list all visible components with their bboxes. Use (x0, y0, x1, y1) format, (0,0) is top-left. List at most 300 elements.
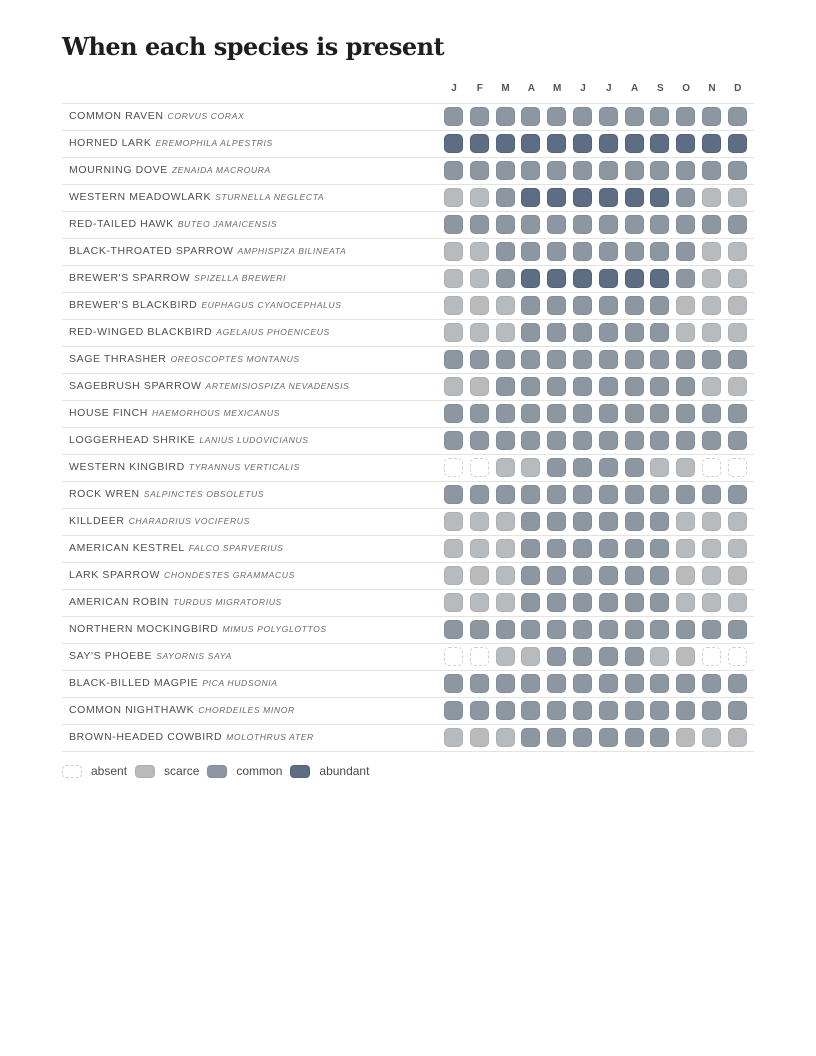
scientific-name: CHONDESTES GRAMMACUS (164, 570, 295, 580)
presence-cell (521, 458, 540, 477)
presence-cell (625, 161, 644, 180)
presence-cell (650, 701, 669, 720)
presence-cell (444, 674, 463, 693)
presence-cell (702, 512, 721, 531)
species-row (62, 482, 754, 509)
common-name: COMMON RAVEN (69, 110, 164, 122)
species-row (62, 185, 754, 212)
presence-cell (547, 242, 566, 261)
presence-cell (573, 458, 592, 477)
scientific-name: HAEMORHOUS MEXICANUS (151, 408, 280, 418)
presence-cell (573, 701, 592, 720)
presence-cell (625, 107, 644, 126)
presence-cell (521, 296, 540, 315)
month-label: O (682, 83, 691, 94)
common-name: COMMON NIGHTHAWK (69, 704, 195, 716)
presence-cell (521, 566, 540, 585)
presence-cell (702, 323, 721, 342)
presence-cell (444, 107, 463, 126)
legend-item (290, 764, 369, 778)
species-label (69, 110, 244, 122)
presence-cell (599, 107, 618, 126)
presence-cell (676, 458, 695, 477)
scientific-name: BUTEO JAMAICENSIS (177, 219, 278, 229)
presence-cell (625, 431, 644, 450)
presence-cell (573, 728, 592, 747)
presence-cell (496, 431, 515, 450)
common-name: BLACK-THROATED SPARROW (69, 245, 234, 257)
presence-chart (62, 80, 754, 752)
presence-cell (521, 350, 540, 369)
presence-cell (676, 674, 695, 693)
presence-cell (702, 620, 721, 639)
presence-cell (521, 593, 540, 612)
presence-cell (521, 512, 540, 531)
presence-cell (470, 593, 489, 612)
presence-cell (470, 188, 489, 207)
presence-cell (676, 701, 695, 720)
presence-cell (625, 377, 644, 396)
presence-cell (625, 485, 644, 504)
presence-cell (625, 458, 644, 477)
presence-cell (496, 701, 515, 720)
presence-cell (521, 188, 540, 207)
legend-label: scarce (164, 764, 200, 778)
presence-cell (496, 485, 515, 504)
species-label (69, 731, 314, 743)
presence-cell (496, 566, 515, 585)
species-row (62, 131, 754, 158)
presence-cell (444, 215, 463, 234)
presence-cell (676, 215, 695, 234)
presence-cell (470, 215, 489, 234)
common-name: SAGE THRASHER (69, 353, 167, 365)
presence-cell (676, 539, 695, 558)
scientific-name: SPIZELLA BREWERI (194, 273, 286, 283)
presence-cell (470, 485, 489, 504)
species-label (69, 164, 271, 176)
presence-cell (676, 647, 695, 666)
presence-cell (573, 674, 592, 693)
presence-cell (599, 701, 618, 720)
presence-cell (496, 323, 515, 342)
common-name: HORNED LARK (69, 137, 152, 149)
presence-cell (470, 296, 489, 315)
presence-cell (599, 134, 618, 153)
presence-cell (599, 728, 618, 747)
presence-cell (444, 566, 463, 585)
presence-cell (702, 566, 721, 585)
presence-cell (599, 242, 618, 261)
species-label (69, 677, 278, 689)
presence-cell (444, 620, 463, 639)
presence-cell (573, 134, 592, 153)
presence-cell (573, 377, 592, 396)
presence-cell (521, 701, 540, 720)
month-label: F (476, 83, 483, 94)
presence-cell (728, 458, 747, 477)
presence-cell (496, 377, 515, 396)
presence-cell (702, 674, 721, 693)
species-label (69, 542, 283, 554)
species-label (69, 137, 273, 149)
presence-cell (470, 701, 489, 720)
presence-cell (728, 647, 747, 666)
presence-cell (599, 593, 618, 612)
presence-cell (676, 404, 695, 423)
presence-cell (676, 377, 695, 396)
month-label: A (630, 83, 639, 94)
presence-cell (470, 512, 489, 531)
presence-cell (470, 674, 489, 693)
presence-cell (496, 296, 515, 315)
presence-cell (728, 323, 747, 342)
legend-label: absent (91, 764, 128, 778)
presence-cell (470, 242, 489, 261)
presence-cell (573, 188, 592, 207)
month-label: M (553, 83, 562, 94)
presence-cell (650, 485, 669, 504)
presence-cell (547, 593, 566, 612)
month-label: S (657, 83, 664, 94)
scientific-name: CHARADRIUS VOCIFERUS (128, 516, 250, 526)
common-name: ROCK WREN (69, 488, 140, 500)
presence-cell (521, 674, 540, 693)
presence-cell (470, 458, 489, 477)
species-label (69, 245, 346, 257)
species-row (62, 212, 754, 239)
species-row (62, 617, 754, 644)
scientific-name: PICA HUDSONIA (202, 678, 278, 688)
legend-label: common (236, 764, 283, 778)
species-row (62, 239, 754, 266)
species-label (69, 272, 286, 284)
scientific-name: EREMOPHILA ALPESTRIS (155, 138, 273, 148)
common-name: RED-TAILED HAWK (69, 218, 174, 230)
presence-cell (599, 458, 618, 477)
presence-cell (444, 485, 463, 504)
presence-cell (676, 512, 695, 531)
species-row (62, 158, 754, 185)
presence-cell (702, 593, 721, 612)
species-row (62, 374, 754, 401)
presence-cell (470, 350, 489, 369)
common-name: BREWER'S SPARROW (69, 272, 191, 284)
presence-cell (728, 566, 747, 585)
presence-cell (599, 350, 618, 369)
presence-cell (625, 350, 644, 369)
presence-cell (496, 269, 515, 288)
scientific-name: CHORDEILES MINOR (198, 705, 295, 715)
species-label (69, 596, 282, 608)
scientific-name: MOLOTHRUS ATER (226, 732, 314, 742)
presence-cell (521, 404, 540, 423)
presence-cell (521, 269, 540, 288)
presence-cell (521, 539, 540, 558)
presence-cell (470, 728, 489, 747)
scientific-name: FALCO SPARVERIUS (188, 543, 284, 553)
presence-cell (728, 674, 747, 693)
presence-cell (547, 539, 566, 558)
presence-cell (573, 269, 592, 288)
presence-cell (573, 485, 592, 504)
presence-cell (496, 404, 515, 423)
presence-cell (444, 323, 463, 342)
species-label (69, 380, 349, 392)
presence-cell (702, 377, 721, 396)
presence-cell (547, 296, 566, 315)
presence-cell (728, 107, 747, 126)
common-name: WESTERN MEADOWLARK (69, 191, 212, 203)
presence-cell (728, 377, 747, 396)
presence-cell (728, 242, 747, 261)
presence-cell (625, 620, 644, 639)
presence-cell (650, 161, 669, 180)
presence-cell (625, 134, 644, 153)
presence-cell (470, 377, 489, 396)
presence-cell (625, 647, 644, 666)
presence-cell (728, 188, 747, 207)
presence-cell (547, 188, 566, 207)
presence-cell (521, 107, 540, 126)
legend-item (62, 764, 127, 778)
presence-cell (650, 107, 669, 126)
presence-cell (625, 215, 644, 234)
presence-cell (444, 512, 463, 531)
presence-cell (650, 620, 669, 639)
presence-cell (676, 188, 695, 207)
presence-cell (521, 620, 540, 639)
presence-cell (470, 404, 489, 423)
species-row (62, 401, 754, 428)
presence-cell (444, 647, 463, 666)
presence-cell (547, 377, 566, 396)
presence-cell (496, 134, 515, 153)
scientific-name: STURNELLA NEGLECTA (215, 192, 325, 202)
presence-cell (676, 431, 695, 450)
species-row (62, 293, 754, 320)
presence-cell (599, 620, 618, 639)
presence-cell (573, 404, 592, 423)
species-label (69, 515, 250, 527)
species-label (69, 326, 330, 338)
presence-cell (547, 161, 566, 180)
species-row (62, 104, 754, 131)
presence-cell (702, 728, 721, 747)
presence-cell (599, 539, 618, 558)
presence-cell (547, 323, 566, 342)
presence-cell (444, 296, 463, 315)
presence-cell (521, 215, 540, 234)
presence-cell (625, 242, 644, 261)
species-row (62, 536, 754, 563)
legend-item (135, 764, 199, 778)
common-name: BLACK-BILLED MAGPIE (69, 677, 199, 689)
presence-cell (521, 647, 540, 666)
presence-cell (728, 161, 747, 180)
species-label (69, 704, 295, 716)
presence-cell (728, 620, 747, 639)
presence-cell (702, 404, 721, 423)
presence-cell (496, 188, 515, 207)
common-name: MOURNING DOVE (69, 164, 168, 176)
presence-cell (444, 188, 463, 207)
presence-cell (702, 350, 721, 369)
common-name: LOGGERHEAD SHRIKE (69, 434, 196, 446)
species-label (69, 569, 295, 581)
presence-cell (599, 161, 618, 180)
presence-cell (650, 134, 669, 153)
presence-cell (650, 188, 669, 207)
presence-cell (573, 539, 592, 558)
presence-cell (599, 647, 618, 666)
presence-cell (676, 485, 695, 504)
presence-cell (444, 350, 463, 369)
presence-cell (599, 296, 618, 315)
presence-cell (728, 134, 747, 153)
presence-cell (444, 728, 463, 747)
presence-cell (702, 485, 721, 504)
presence-cell (625, 674, 644, 693)
presence-cell (496, 161, 515, 180)
presence-cell (496, 620, 515, 639)
presence-cell (650, 242, 669, 261)
presence-cell (676, 728, 695, 747)
presence-cell (496, 647, 515, 666)
presence-cell (728, 215, 747, 234)
month-label: N (708, 83, 716, 94)
presence-cell (599, 566, 618, 585)
presence-cell (599, 323, 618, 342)
presence-cell (573, 512, 592, 531)
scientific-name: EUPHAGUS CYANOCEPHALUS (201, 300, 342, 310)
presence-cell (702, 215, 721, 234)
presence-cell (496, 458, 515, 477)
presence-cell (547, 485, 566, 504)
presence-cell (470, 161, 489, 180)
species-row (62, 509, 754, 536)
species-rows (62, 104, 754, 752)
presence-cell (625, 701, 644, 720)
presence-cell (650, 323, 669, 342)
presence-cell (650, 269, 669, 288)
presence-cell (573, 107, 592, 126)
species-row (62, 266, 754, 293)
presence-cell (599, 404, 618, 423)
presence-cell (702, 539, 721, 558)
presence-cell (547, 647, 566, 666)
presence-cell (728, 593, 747, 612)
presence-cell (470, 134, 489, 153)
presence-cell (573, 215, 592, 234)
presence-cell (676, 323, 695, 342)
presence-cell (728, 485, 747, 504)
scientific-name: ZENAIDA MACROURA (171, 165, 271, 175)
legend-item (207, 764, 282, 778)
presence-cell (521, 134, 540, 153)
scientific-name: TYRANNUS VERTICALIS (188, 462, 300, 472)
presence-cell (676, 296, 695, 315)
species-row (62, 455, 754, 482)
presence-cell (625, 323, 644, 342)
species-label (69, 434, 309, 446)
presence-cell (573, 323, 592, 342)
presence-cell (496, 539, 515, 558)
presence-cell (444, 701, 463, 720)
presence-cell (444, 593, 463, 612)
presence-cell (547, 701, 566, 720)
presence-cell (728, 728, 747, 747)
common-name: RED-WINGED BLACKBIRD (69, 326, 213, 338)
common-name: HOUSE FINCH (69, 407, 148, 419)
presence-cell (702, 134, 721, 153)
presence-cell (728, 404, 747, 423)
presence-cell (547, 512, 566, 531)
scientific-name: AGELAIUS PHOENICEUS (216, 327, 330, 337)
presence-cell (728, 512, 747, 531)
common-name: WESTERN KINGBIRD (69, 461, 185, 473)
presence-cell (676, 242, 695, 261)
month-label: J (451, 83, 457, 94)
presence-cell (650, 404, 669, 423)
species-label (69, 407, 280, 419)
presence-cell (728, 296, 747, 315)
presence-cell (702, 431, 721, 450)
presence-cell (547, 404, 566, 423)
presence-cell (547, 134, 566, 153)
presence-cell (625, 269, 644, 288)
presence-cell (470, 323, 489, 342)
presence-cell (470, 566, 489, 585)
presence-cell (728, 701, 747, 720)
presence-cell (599, 431, 618, 450)
presence-cell (650, 215, 669, 234)
species-label (69, 623, 327, 635)
species-row (62, 428, 754, 455)
presence-cell (444, 431, 463, 450)
presence-cell (599, 485, 618, 504)
species-label (69, 650, 232, 662)
presence-cell (599, 215, 618, 234)
scientific-name: ARTEMISIOSPIZA NEVADENSIS (205, 381, 350, 391)
presence-cell (470, 431, 489, 450)
presence-cell (625, 728, 644, 747)
presence-cell (444, 269, 463, 288)
scientific-name: MIMUS POLYGLOTTOS (222, 624, 327, 634)
presence-cell (444, 404, 463, 423)
presence-cell (702, 107, 721, 126)
common-name: SAGEBRUSH SPARROW (69, 380, 202, 392)
species-label (69, 218, 277, 230)
presence-cell (496, 512, 515, 531)
legend-swatch (62, 765, 82, 778)
species-row (62, 347, 754, 374)
presence-cell (521, 161, 540, 180)
presence-cell (547, 107, 566, 126)
presence-cell (547, 269, 566, 288)
presence-cell (676, 350, 695, 369)
presence-cell (470, 620, 489, 639)
presence-cell (444, 242, 463, 261)
scientific-name: OREOSCOPTES MONTANUS (170, 354, 300, 364)
species-label (69, 191, 324, 203)
presence-cell (650, 674, 669, 693)
common-name: BREWER'S BLACKBIRD (69, 299, 198, 311)
species-label (69, 461, 300, 473)
month-label: M (501, 83, 510, 94)
species-label (69, 299, 342, 311)
presence-cell (650, 512, 669, 531)
